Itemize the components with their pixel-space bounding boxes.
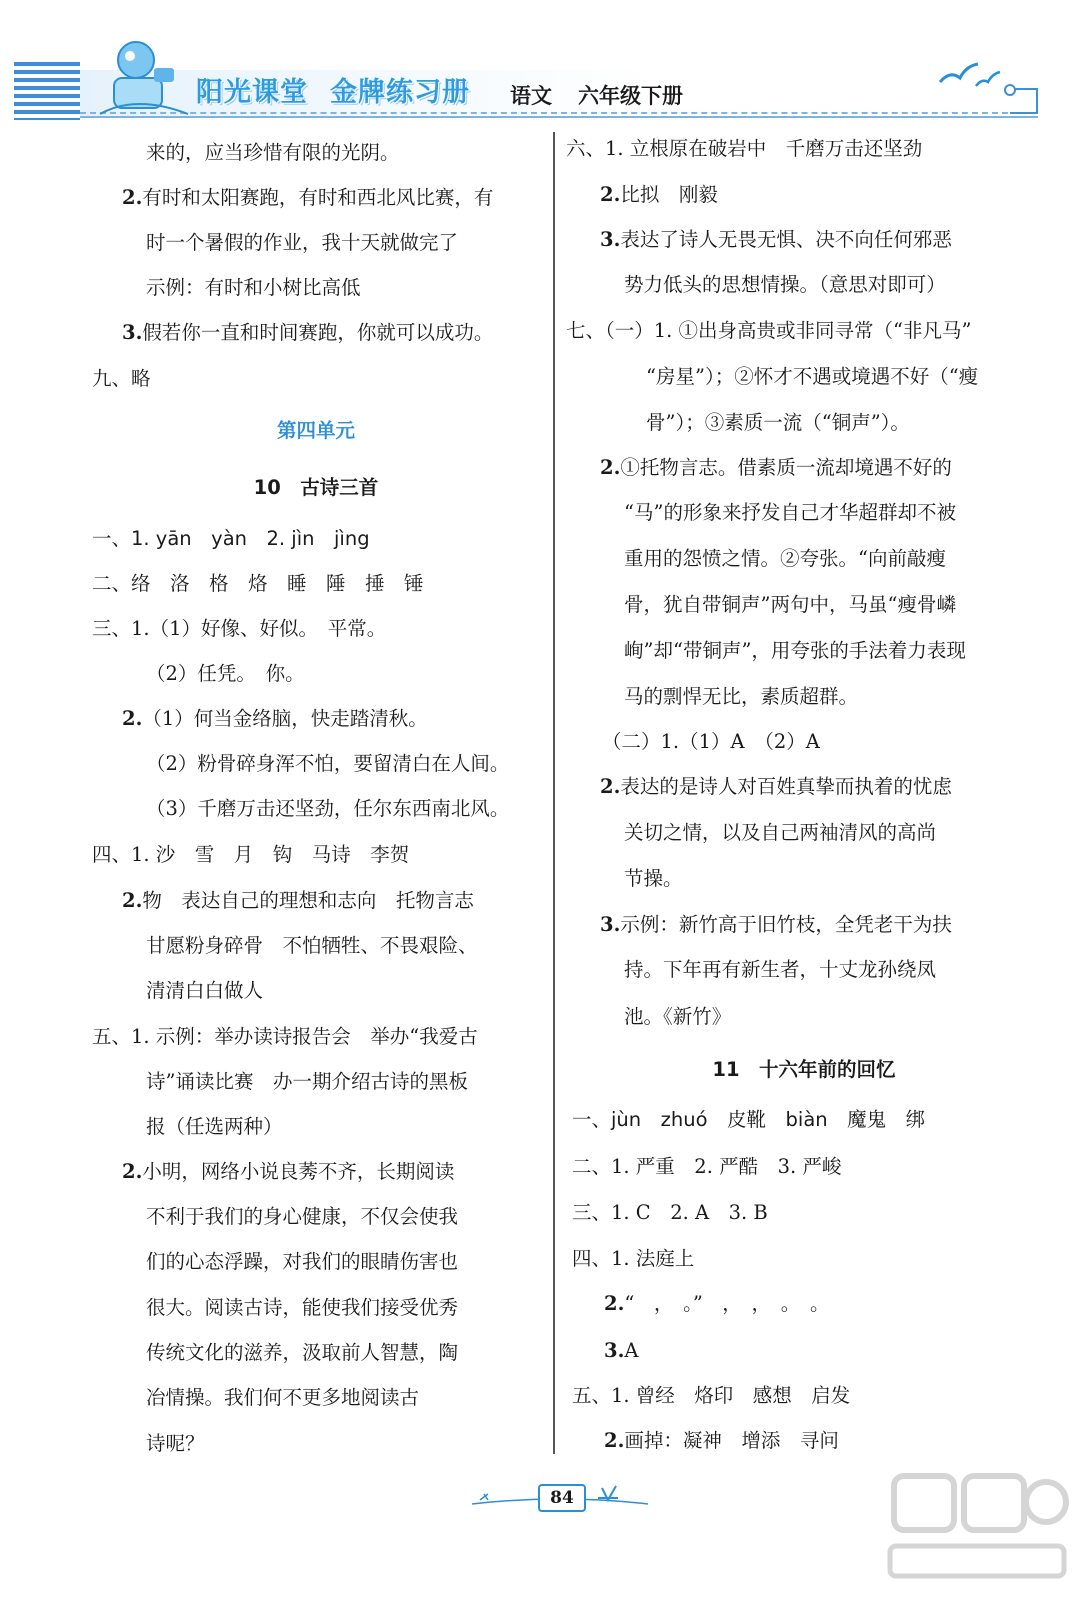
header-dot (1004, 84, 1016, 96)
answer-line: 二、络 洛 格 烙 睡 陲 捶 锤 (92, 572, 424, 595)
answer-line: 3.A (604, 1339, 639, 1362)
answer-line: 五、1. 曾经 烙印 感想 启发 (572, 1384, 851, 1407)
answer-line: 诗”诵读比赛 办一期介绍古诗的黑板 (146, 1070, 468, 1093)
answer-line: 骨”）；③素质一流（“铜声”）。 (646, 411, 910, 434)
answer-line: 3.表达了诗人无畏无惧、决不向任何邪恶 (600, 228, 952, 251)
answer-line: 传统文化的滋养，汲取前人智慧，陶 (146, 1341, 459, 1364)
watermark-logo-icon (884, 1468, 1070, 1586)
answer-line: 节操。 (624, 867, 683, 890)
answer-line: 峋”却“带铜声”，用夸张的手法着力表现 (624, 639, 966, 662)
answer-line: 2.画掉：凝神 增添 寻问 (604, 1429, 839, 1452)
answer-line: 池。《新竹》 (624, 1005, 732, 1028)
answer-line: （二）1.（1）A （2）A (602, 730, 820, 753)
brand-part1: 阳光课堂 (196, 77, 308, 108)
grade-label: 六年级下册 (578, 84, 683, 108)
column-divider (553, 132, 555, 1454)
answer-line: 报（任选两种） (146, 1115, 283, 1138)
subject-grade (510, 80, 683, 110)
mascot-logo-icon (96, 34, 192, 118)
answer-line: 三、1. C 2. A 3. B (572, 1201, 768, 1224)
answer-line: 一、1. yān yàn 2. jìn jìng (92, 527, 370, 550)
answer-line: 重用的怨愤之情。②夸张。“向前敲瘦 (624, 547, 946, 570)
brand-title (196, 70, 470, 109)
answer-line: （2）任凭。 你。 (146, 662, 305, 685)
page-header (0, 0, 1088, 130)
answer-line: 清清白白做人 (146, 979, 264, 1002)
answer-line: 们的心态浮躁，对我们的眼睛伤害也 (146, 1250, 459, 1273)
answer-line: “马”的形象来抒发自己才华超群却不被 (624, 501, 956, 524)
answer-line: 2.有时和太阳赛跑，有时和西北风比赛，有 (122, 186, 494, 209)
answer-line: 3.示例：新竹高于旧竹枝，全凭老干为扶 (600, 913, 952, 936)
answer-line: 2.物 表达自己的理想和志向 托物言志 (122, 889, 474, 912)
answer-line: （3）千磨万击还坚劲，任尔东西南北风。 (146, 797, 510, 820)
answer-line: 三、1.（1）好像、好似。 平常。 (92, 617, 387, 640)
unit-heading: 第四单元 (276, 419, 355, 442)
answer-line: 甘愿粉身碎骨 不怕牺牲、不畏艰险、 (146, 934, 478, 957)
answer-line: 2.表达的是诗人对百姓真挚而执着的忧虑 (600, 775, 952, 798)
answer-line: 2.“ ， 。” ， ， 。 。 (604, 1292, 830, 1315)
answer-line: 2.（1）何当金络脑，快走踏清秋。 (122, 707, 428, 730)
header-dashed-line (80, 112, 1038, 114)
answer-line: 2.小明，网络小说良莠不齐，长期阅读 (122, 1160, 455, 1183)
answer-line: 很大。阅读古诗，能使我们接受优秀 (146, 1296, 459, 1319)
birds-icon (936, 56, 1006, 92)
answer-line: 示例：有时和小树比高低 (146, 276, 361, 299)
answer-line: 骨，犹自带铜声”两句中，马虽“瘦骨嶙 (624, 593, 956, 616)
answer-line: 二、1. 严重 2. 严酷 3. 严峻 (572, 1155, 842, 1178)
page-number: 84 (538, 1484, 586, 1512)
answer-line: 四、1. 法庭上 (572, 1247, 695, 1270)
answer-line: 时一个暑假的作业，我十天就做完了 (146, 231, 459, 254)
header-stripes (14, 62, 80, 120)
brand-part2: 金牌练习册 (330, 77, 470, 108)
subject-label: 语文 (510, 84, 552, 108)
answer-line: 势力低头的思想情操。（意思对即可） (624, 273, 946, 296)
answer-line: 马的剽悍无比，素质超群。 (624, 685, 859, 708)
answer-line: 一、jùn zhuó 皮靴 biàn 魔鬼 绑 (572, 1108, 926, 1131)
answer-line: 不利于我们的身心健康，不仅会使我 (146, 1205, 459, 1228)
answer-line: 持。下年再有新生者，十丈龙孙绕凤 (624, 958, 937, 981)
answer-line: “房星”）；②怀才不遇或境遇不好（“瘦 (646, 365, 979, 388)
answer-line: （2）粉骨碎身浑不怕，要留清白在人间。 (146, 752, 510, 775)
answer-line: 来的，应当珍惜有限的光阴。 (146, 141, 400, 164)
answer-line: 诗呢？ (146, 1432, 205, 1455)
answer-line: 2.比拟 刚毅 (600, 183, 718, 206)
answer-line: 五、1. 示例：举办读诗报告会 举办“我爱古 (92, 1025, 478, 1048)
lesson-title: 11 十六年前的回忆 (712, 1058, 896, 1081)
answer-line: 3.假若你一直和时间赛跑，你就可以成功。 (122, 321, 494, 344)
lesson-title: 10 古诗三首 (253, 476, 379, 499)
answer-line: 四、1. 沙 雪 月 钩 马诗 李贺 (92, 843, 410, 866)
answer-line: 冶情操。我们何不更多地阅读古 (146, 1386, 420, 1409)
answer-line: 关切之情，以及自己两袖清风的高尚 (624, 821, 937, 844)
answer-line: 七、（一）1. ①出身高贵或非同寻常（“非凡马” (566, 319, 972, 342)
answer-line: 2.①托物言志。借素质一流却境遇不好的 (600, 456, 952, 479)
answer-line: 九、略 (92, 367, 151, 390)
answer-line: 六、1. 立根原在破岩中 千磨万击还坚劲 (566, 137, 923, 160)
